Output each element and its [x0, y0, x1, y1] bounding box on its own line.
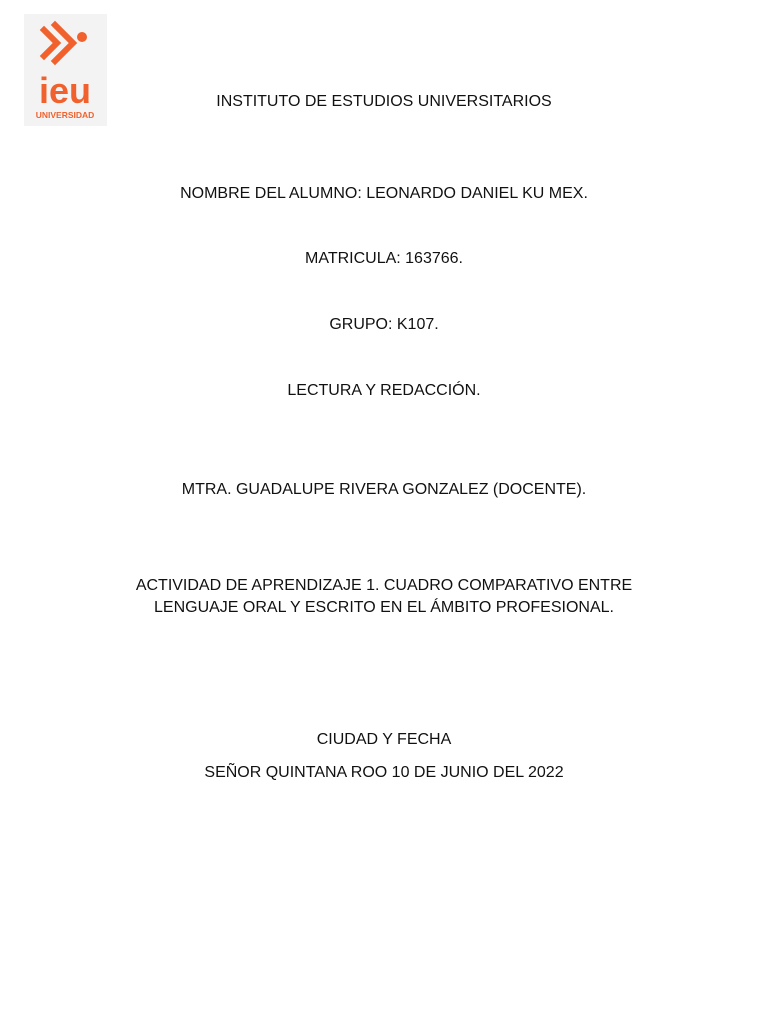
logo-wordmark: ieu: [38, 70, 92, 111]
activity-title-line-1: ACTIVIDAD DE APRENDIZAJE 1. CUADRO COMPARATIVO ENTRE: [135, 577, 633, 594]
ieu-chevrons-icon: [44, 25, 73, 61]
subject: LECTURA Y REDACCIÓN.: [287, 382, 481, 399]
logo-dot: [77, 32, 87, 42]
student-id: MATRICULA: 163766.: [305, 250, 463, 267]
place-date: SEÑOR QUINTANA ROO 10 DE JUNIO DEL 2022: [204, 764, 564, 781]
institution-name: INSTITUTO DE ESTUDIOS UNIVERSITARIOS: [216, 93, 552, 110]
group: GRUPO: K107.: [329, 316, 439, 333]
student-name: NOMBRE DEL ALUMNO: LEONARDO DANIEL KU MEX.: [180, 185, 588, 202]
activity-title-line-2: LENGUAJE ORAL Y ESCRITO EN EL ÁMBITO PROFESIONAL.: [154, 599, 614, 616]
place-date-label: CIUDAD Y FECHA: [316, 731, 452, 748]
logo-subtitle: UNIVERSIDAD: [35, 110, 95, 120]
teacher: MTRA. GUADALUPE RIVERA GONZALEZ (DOCENTE).: [181, 481, 587, 498]
